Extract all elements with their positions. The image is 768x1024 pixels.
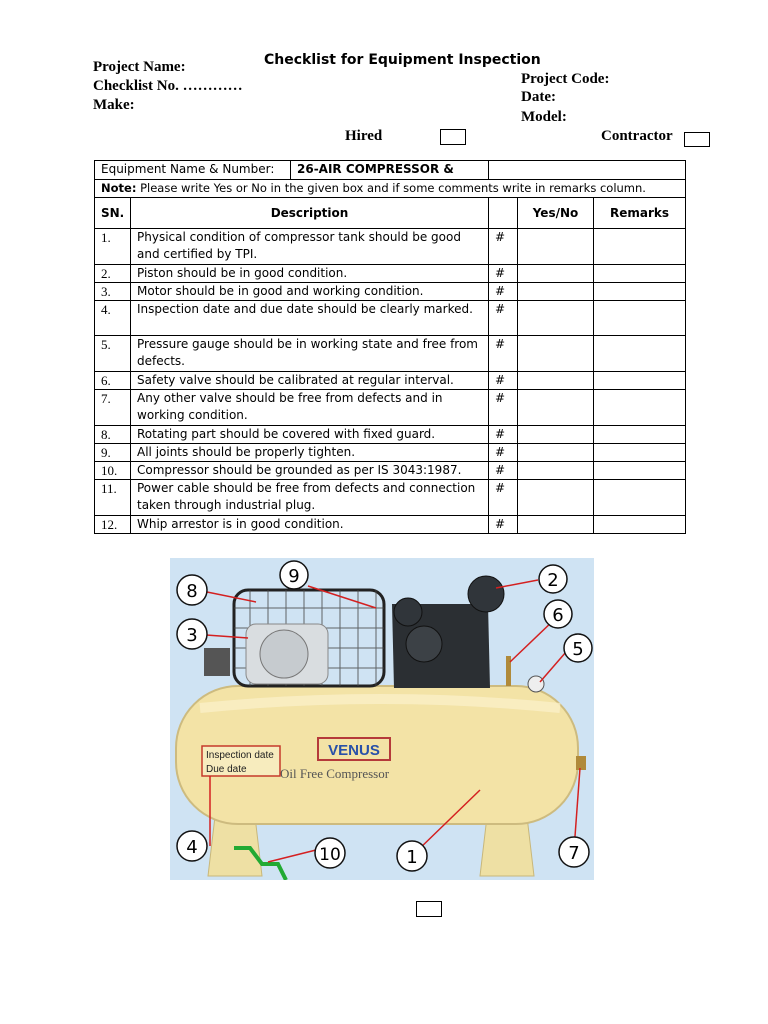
row-sn: 11. bbox=[95, 480, 131, 516]
row-sn: 10. bbox=[95, 462, 131, 480]
yes-no-cell[interactable] bbox=[518, 301, 594, 336]
callout-7 bbox=[559, 837, 589, 867]
note-text: Please write Yes or No in the given box and if some comments write in remarks column. bbox=[136, 181, 646, 195]
row-description: Any other valve should be free from defects and in working condition. bbox=[131, 390, 489, 426]
row-mark: # bbox=[489, 301, 518, 336]
row-mark: # bbox=[489, 390, 518, 426]
motor-fan bbox=[260, 630, 308, 678]
yes-no-cell[interactable] bbox=[518, 426, 594, 444]
air-filter bbox=[394, 598, 422, 626]
callout-3 bbox=[177, 619, 207, 649]
row-mark: # bbox=[489, 480, 518, 516]
svg-text:8: 8 bbox=[186, 581, 198, 602]
callout-6 bbox=[544, 600, 572, 628]
svg-text:1: 1 bbox=[406, 847, 418, 868]
yes-no-cell[interactable] bbox=[518, 265, 594, 283]
hired-label: Hired bbox=[345, 128, 383, 144]
table-row bbox=[95, 444, 686, 462]
cylinder-head bbox=[468, 576, 504, 612]
row-sn: 8. bbox=[95, 426, 131, 444]
table-row bbox=[95, 516, 686, 534]
row-description: Power cable should be free from defects and connection taken through industrial plug. bbox=[131, 480, 489, 516]
row-mark: # bbox=[489, 462, 518, 480]
remarks-cell[interactable] bbox=[594, 444, 686, 462]
remarks-cell[interactable] bbox=[594, 372, 686, 390]
equipment-row bbox=[95, 161, 686, 180]
remarks-cell[interactable] bbox=[594, 336, 686, 372]
callout-10 bbox=[315, 838, 345, 868]
callout-2 bbox=[539, 565, 567, 593]
callout-8 bbox=[177, 575, 207, 605]
remarks-cell[interactable] bbox=[594, 426, 686, 444]
col-description: Description bbox=[131, 198, 489, 229]
safety-valve bbox=[506, 656, 511, 686]
yes-no-cell[interactable] bbox=[518, 462, 594, 480]
yes-no-cell[interactable] bbox=[518, 283, 594, 301]
equipment-label: Equipment Name & Number: bbox=[95, 161, 291, 179]
row-description: All joints should be properly tighten. bbox=[131, 444, 489, 462]
remarks-cell[interactable] bbox=[594, 480, 686, 516]
row-description: Pressure gauge should be in working state and free from defects. bbox=[131, 336, 489, 372]
brand-name: VENUS bbox=[328, 742, 380, 759]
make-label: Make: bbox=[93, 97, 135, 113]
remarks-cell[interactable] bbox=[594, 283, 686, 301]
table-row bbox=[95, 372, 686, 390]
contractor-label: Contractor bbox=[601, 128, 673, 144]
callout-1 bbox=[397, 841, 427, 871]
model-label: Model: bbox=[521, 109, 567, 125]
drain-valve bbox=[576, 756, 586, 770]
remarks-cell[interactable] bbox=[594, 265, 686, 283]
callout-4 bbox=[177, 831, 207, 861]
compressor-photo bbox=[170, 558, 594, 880]
row-mark: # bbox=[489, 516, 518, 534]
remarks-cell[interactable] bbox=[594, 390, 686, 426]
row-sn: 5. bbox=[95, 336, 131, 372]
table-row bbox=[95, 301, 686, 336]
row-mark: # bbox=[489, 426, 518, 444]
row-description: Compressor should be grounded as per IS 3043:1987. bbox=[131, 462, 489, 480]
row-sn: 7. bbox=[95, 390, 131, 426]
svg-text:2: 2 bbox=[547, 570, 559, 591]
project-code-label: Project Code: bbox=[521, 71, 610, 87]
row-mark: # bbox=[489, 336, 518, 372]
col-mark bbox=[489, 198, 518, 229]
row-sn: 4. bbox=[95, 301, 131, 336]
svg-text:3: 3 bbox=[186, 625, 198, 646]
row-description: Physical condition of compressor tank should be good and certified by TPI. bbox=[131, 229, 489, 265]
row-sn: 3. bbox=[95, 283, 131, 301]
col-remarks: Remarks bbox=[594, 198, 686, 229]
equipment-value: 26-AIR COMPRESSOR & bbox=[297, 162, 454, 176]
note-row bbox=[95, 180, 686, 198]
yes-no-cell[interactable] bbox=[518, 516, 594, 534]
inspection-table bbox=[94, 160, 686, 534]
row-sn: 12. bbox=[95, 516, 131, 534]
yes-no-cell[interactable] bbox=[518, 444, 594, 462]
yes-no-cell[interactable] bbox=[518, 336, 594, 372]
table-row bbox=[95, 426, 686, 444]
yes-no-cell[interactable] bbox=[518, 372, 594, 390]
remarks-cell[interactable] bbox=[594, 301, 686, 336]
remarks-cell[interactable] bbox=[594, 229, 686, 265]
yes-no-cell[interactable] bbox=[518, 229, 594, 265]
row-description: Rotating part should be covered with fixed guard. bbox=[131, 426, 489, 444]
pressure-switch bbox=[204, 648, 230, 676]
row-mark: # bbox=[489, 283, 518, 301]
pump-cover bbox=[406, 626, 442, 662]
col-sn: SN. bbox=[95, 198, 131, 229]
contractor-checkbox[interactable] bbox=[684, 132, 710, 147]
note-label: Note: bbox=[101, 181, 137, 195]
row-mark: # bbox=[489, 444, 518, 462]
table-row bbox=[95, 229, 686, 265]
brand-subtitle: Oil Free Compressor bbox=[280, 766, 390, 781]
row-sn: 1. bbox=[95, 229, 131, 265]
table-row bbox=[95, 265, 686, 283]
row-description: Whip arrestor is in good condition. bbox=[131, 516, 489, 534]
table-row bbox=[95, 390, 686, 426]
row-mark: # bbox=[489, 265, 518, 283]
header-row bbox=[95, 198, 686, 229]
row-mark: # bbox=[489, 372, 518, 390]
due-date-text: Due date bbox=[206, 764, 247, 775]
remarks-cell[interactable] bbox=[594, 462, 686, 480]
svg-text:9: 9 bbox=[288, 566, 300, 587]
project-name-label: Project Name: bbox=[93, 59, 186, 75]
page-title: Checklist for Equipment Inspection bbox=[264, 52, 541, 68]
row-sn: 9. bbox=[95, 444, 131, 462]
svg-text:7: 7 bbox=[568, 843, 580, 864]
checklist-no-label: Checklist No. ………… bbox=[93, 78, 243, 94]
table-row bbox=[95, 462, 686, 480]
row-description: Piston should be in good condition. bbox=[131, 265, 489, 283]
svg-text:4: 4 bbox=[186, 837, 198, 858]
callout-5 bbox=[564, 634, 592, 662]
hired-checkbox[interactable] bbox=[440, 129, 466, 145]
row-description: Motor should be in good and working condition. bbox=[131, 283, 489, 301]
row-sn: 2. bbox=[95, 265, 131, 283]
svg-text:6: 6 bbox=[552, 605, 564, 626]
yes-no-cell[interactable] bbox=[518, 480, 594, 516]
remarks-cell[interactable] bbox=[594, 516, 686, 534]
table-row bbox=[95, 480, 686, 516]
row-sn: 6. bbox=[95, 372, 131, 390]
inspection-date-text: Inspection date bbox=[206, 750, 274, 761]
row-mark: # bbox=[489, 229, 518, 265]
table-row bbox=[95, 283, 686, 301]
pressure-gauge bbox=[528, 676, 544, 692]
row-description: Safety valve should be calibrated at regular interval. bbox=[131, 372, 489, 390]
col-yes-no: Yes/No bbox=[518, 198, 594, 229]
svg-text:5: 5 bbox=[572, 639, 584, 660]
date-label: Date: bbox=[521, 89, 556, 105]
yes-no-cell[interactable] bbox=[518, 390, 594, 426]
callout-9 bbox=[280, 561, 308, 589]
svg-text:10: 10 bbox=[319, 845, 341, 865]
table-row bbox=[95, 336, 686, 372]
footer-box[interactable] bbox=[416, 901, 442, 917]
row-description: Inspection date and due date should be clearly marked. bbox=[131, 301, 489, 336]
